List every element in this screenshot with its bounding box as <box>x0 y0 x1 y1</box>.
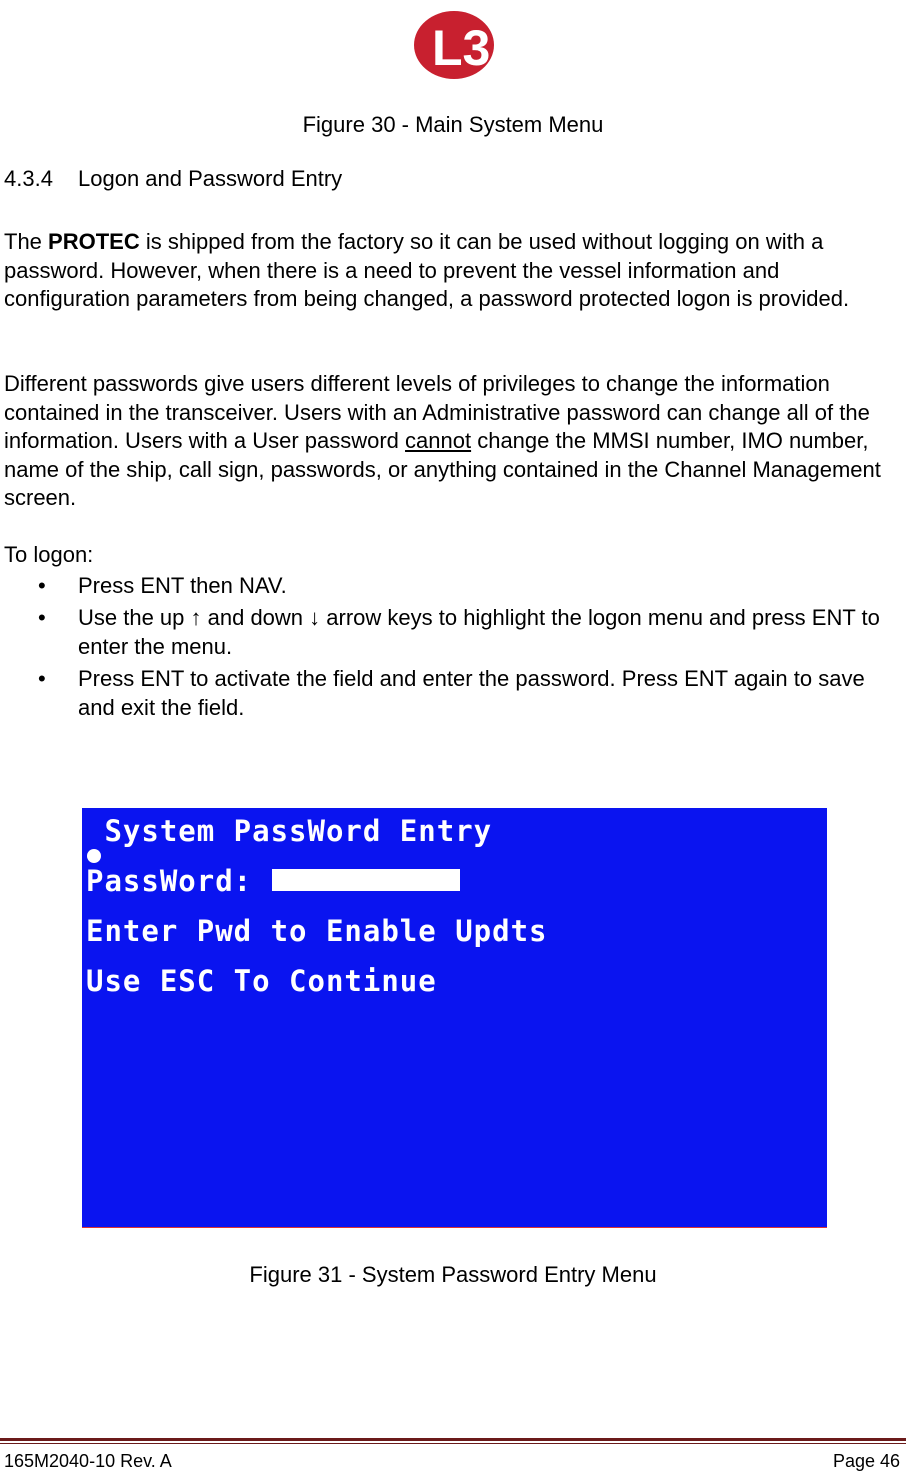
para2-before: Different passwords give users different levels of privileges to change the information contained in the transceiver. Users with an Administrative password can change all of the information. Users with a User password <box>4 371 870 453</box>
intro-paragraph <box>4 228 904 314</box>
l3-logo <box>413 10 495 80</box>
list-item <box>0 571 898 600</box>
step-text: Press ENT to activate the field and enter the password. Press ENT again to save and exit the field. <box>78 666 865 720</box>
document-number: 165M2040-10 Rev. A <box>4 1451 172 1471</box>
figure-30-caption: Figure 30 - Main System Menu <box>302 112 604 137</box>
screen-title: System PassWord Entry <box>86 814 493 848</box>
esc-continue-text: Use ESC To Continue <box>86 964 437 998</box>
logo-letter-l: L3 <box>432 20 491 76</box>
page-number: Page 46 <box>832 1451 900 1471</box>
cannot-emphasis: cannot <box>405 428 472 453</box>
para1-rest: is shipped from the factory so it can be used without logging on with a password. However, when there is a need to prevent the vessel information and configuration parameters from being changed, a password protected logon is provided. <box>4 229 850 311</box>
password-label: PassWord: <box>86 864 253 898</box>
product-name: PROTEC <box>48 229 140 254</box>
section-title: Logon and Password Entry <box>78 166 343 191</box>
para1-lead: The <box>4 229 49 254</box>
bullet-icon: • <box>38 666 46 691</box>
footer-divider <box>0 1438 906 1441</box>
enable-updates-text: Enter Pwd to Enable Updts <box>86 914 548 948</box>
bullet-icon: • <box>38 573 46 598</box>
section-number: 4.3.4 <box>4 166 53 191</box>
section-heading <box>4 165 342 193</box>
step-text: Press ENT then NAV. <box>78 573 287 598</box>
to-logon-label: To logon: <box>4 542 94 567</box>
para2-after: change the MMSI number, IMO number, name of the ship, call sign, passwords, or anything contained in the Channel Management screen. <box>4 428 881 510</box>
privileges-paragraph <box>4 370 904 513</box>
password-field[interactable] <box>272 869 460 891</box>
bullet-icon: • <box>38 605 46 630</box>
footer-divider-thin <box>0 1443 906 1444</box>
selection-cursor-icon <box>87 849 101 863</box>
list-item <box>0 664 898 722</box>
step-text: Use the up ↑ and down ↓ arrow keys to highlight the logon menu and press ENT to enter the menu. <box>78 605 880 659</box>
password-entry-screen <box>82 808 827 1228</box>
list-item <box>0 603 898 661</box>
logon-steps-list <box>0 571 906 725</box>
figure-31-caption: Figure 31 - System Password Entry Menu <box>249 1262 657 1287</box>
